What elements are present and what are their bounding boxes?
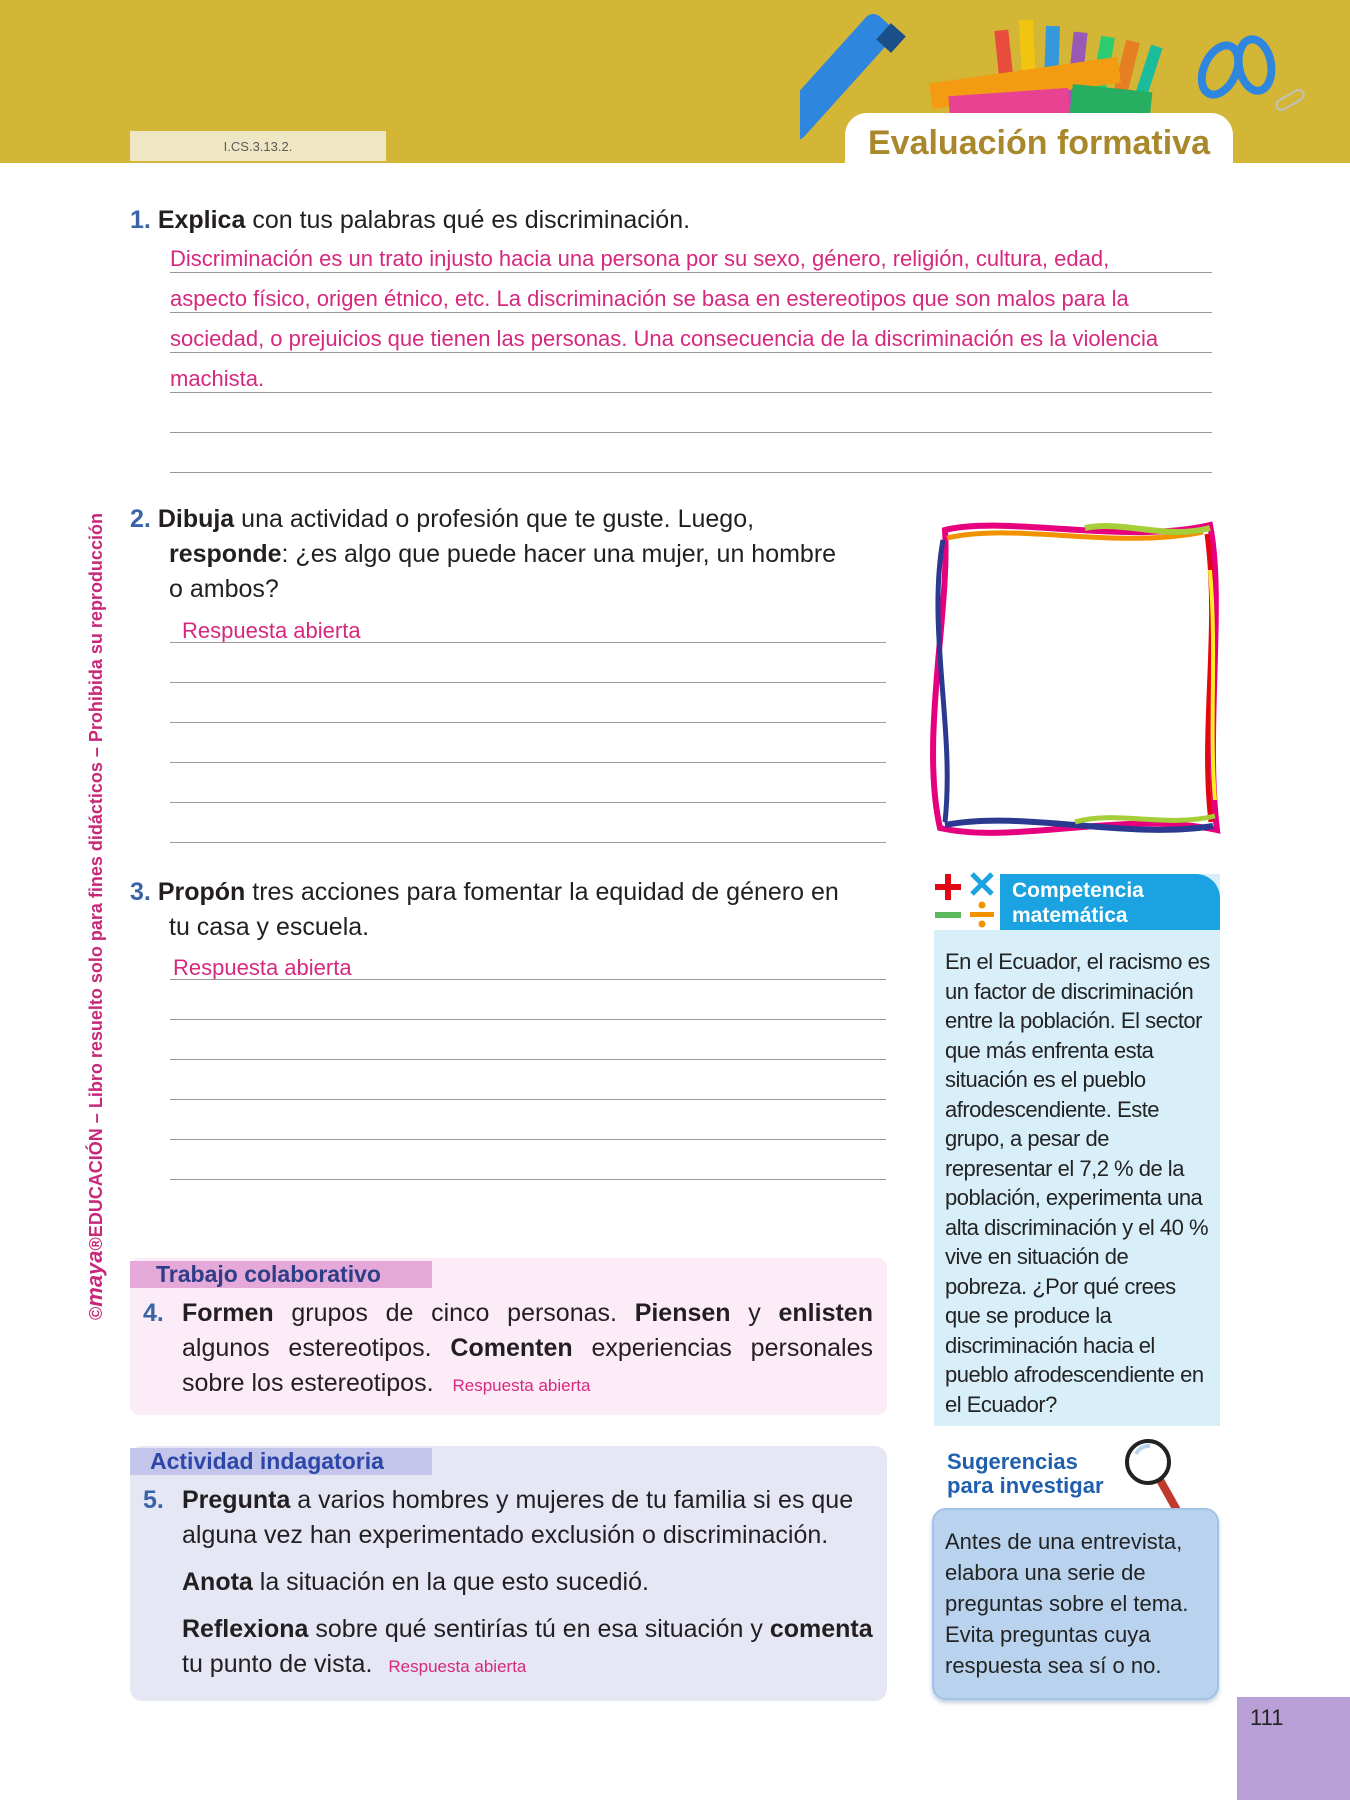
page-title: Evaluación formativa <box>867 124 1210 162</box>
answer-open: Respuesta abierta <box>388 1657 527 1676</box>
question-number: 2. <box>130 505 151 533</box>
curriculum-code: I.CS.3.13.2. <box>130 131 386 161</box>
question-verb: comenta <box>769 1615 873 1643</box>
copyright-notice <box>82 480 112 1320</box>
writing-line <box>170 802 886 803</box>
writing-line <box>170 1139 886 1140</box>
writing-line <box>170 762 886 763</box>
paperclips-icon <box>1275 88 1306 112</box>
question-text: sobre qué sentirías tú en esa situación y <box>308 1615 770 1643</box>
writing-line <box>170 842 886 843</box>
math-competence-text: En el Ecuador, el racismo es un factor de discriminación entre la población. El sector que más enfrenta esta situación es el pueblo afrodescendiente. Este grupo, a pesar de representar el 7,2 % de la población, experimenta una alta discriminación y el 40 % vive en situación de pobreza. ¿Por qué crees que se produce la discriminación hacia el pueblo afrodescendiente en el Ecuador? <box>945 949 1210 1417</box>
research-suggestions-title-line: para investigar <box>947 1473 1104 1498</box>
question-text: con tus palabras qué es discriminación. <box>245 206 691 234</box>
question-text: a varios hombres y mujeres de tu familia si es que alguna vez han experimentado exclusión o discriminación. <box>182 1486 854 1549</box>
research-suggestions-title-line: Sugerencias <box>947 1449 1078 1474</box>
writing-line <box>170 979 886 980</box>
answer-line-2: aspecto físico, origen étnico, etc. La discriminación se basa en estereotipos que son malos para la <box>170 286 1129 311</box>
research-suggestions-title <box>947 1450 1104 1498</box>
collaborative-work-tag: Trabajo colaborativo <box>130 1261 432 1288</box>
question-text: tu punto de vista. <box>182 1650 373 1678</box>
question-text: o ambos? <box>169 575 279 603</box>
question-1 <box>130 203 1230 238</box>
question-verb: Dibuja <box>157 505 235 533</box>
question-verb: responde <box>169 540 282 568</box>
question-text: tres acciones para fomentar la equidad de género en <box>245 878 839 906</box>
math-operations-icon <box>930 868 1000 930</box>
writing-line <box>170 642 886 643</box>
question-3 <box>130 875 890 945</box>
writing-line <box>170 1099 886 1100</box>
writing-line <box>170 1059 886 1060</box>
question-verb: Anota <box>182 1568 253 1596</box>
math-competence-header <box>1000 874 1220 930</box>
answer-line-3: sociedad, o prejuicios que tienen las personas. Una consecuencia de la discriminación es la violencia <box>170 326 1159 351</box>
writing-line <box>170 392 1212 393</box>
answer-open: Respuesta abierta <box>452 1376 591 1395</box>
answer-line-1: Discriminación es un trato injusto hacia una persona por su sexo, género, religión, cultura, edad, <box>170 246 1110 271</box>
magnifying-glass-icon <box>1122 1436 1184 1516</box>
question-verb: Pregunta <box>182 1486 291 1514</box>
answer-open: Respuesta abierta <box>173 955 352 980</box>
question-verb: Comenten <box>450 1334 573 1362</box>
answer-open: Respuesta abierta <box>182 618 361 643</box>
question-text: y <box>730 1299 779 1327</box>
page-number: 111 <box>1250 1705 1284 1730</box>
question-text: la situación en la que esto sucedió. <box>252 1568 649 1596</box>
question-number: 4. <box>143 1299 164 1327</box>
question-text: grupos de cinco personas. <box>273 1299 635 1327</box>
question-number: 1. <box>130 206 151 234</box>
question-text: : ¿es algo que puede hacer una mujer, un hombre <box>281 540 837 568</box>
question-5 <box>143 1483 873 1684</box>
question-4 <box>143 1296 873 1403</box>
writing-line <box>170 432 1212 433</box>
copyright-text: ®EDUCACIÓN – Libro resuelto solo para fines didácticos – Prohibida su reproducción <box>86 513 106 1251</box>
question-verb: enlisten <box>778 1299 873 1327</box>
question-number: 5. <box>143 1486 164 1514</box>
question-verb: Reflexiona <box>182 1615 309 1643</box>
math-competence-title: Competencia <box>1012 879 1144 902</box>
question-verb: Explica <box>157 206 246 234</box>
writing-line <box>170 312 1212 313</box>
question-verb: Formen <box>182 1299 274 1327</box>
writing-line <box>170 1019 886 1020</box>
question-number: 3. <box>130 878 151 906</box>
brand-logo: maya <box>82 1250 107 1307</box>
writing-line <box>170 1179 886 1180</box>
drawing-frame <box>925 510 1225 846</box>
question-verb: Piensen <box>634 1299 731 1327</box>
question-text: tu casa y escuela. <box>169 913 370 941</box>
question-2 <box>130 502 890 607</box>
math-competence-title: matemática <box>1012 904 1128 927</box>
writing-line <box>170 722 886 723</box>
inquiry-activity-tag: Actividad indagatoria <box>130 1448 432 1475</box>
scissors-icon <box>1195 37 1276 101</box>
writing-line <box>170 352 1212 353</box>
writing-line <box>170 682 886 683</box>
question-text: experiencias personales sobre los estereotipos. <box>182 1334 873 1397</box>
writing-line <box>170 272 1212 273</box>
question-verb: Propón <box>157 878 246 906</box>
question-text: algunos estereotipos. <box>182 1334 451 1362</box>
writing-line <box>170 472 1212 473</box>
answer-line-4: machista. <box>170 366 265 391</box>
question-text: una actividad o profesión que te guste. Luego, <box>234 505 755 533</box>
copyright-symbol: © <box>86 1306 106 1320</box>
research-suggestions-text: Antes de una entrevista, elabora una serie de preguntas sobre el tema. Evita preguntas cuya respuesta sea sí o no. <box>945 1529 1189 1678</box>
